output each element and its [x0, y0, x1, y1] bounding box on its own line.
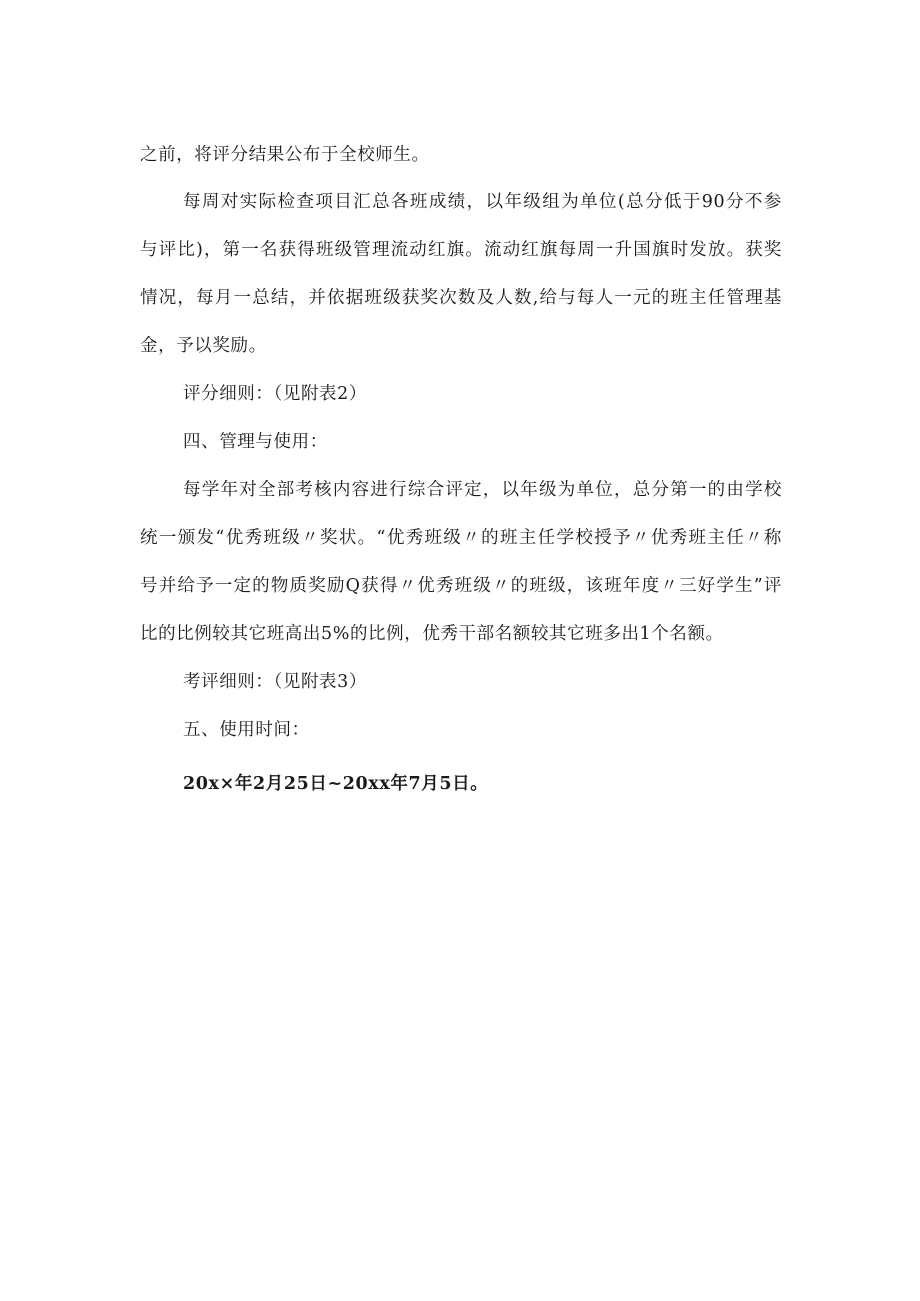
- section-heading: 五、使用时间：: [183, 720, 310, 740]
- paragraph-line: 考评细则：（见附表3）: [183, 672, 367, 692]
- section-heading: 四、管理与使用：: [183, 432, 328, 452]
- paragraph-line: 每周对实际检查项目汇总各班成绩，以年级组为单位(总分低于90分不参: [183, 192, 782, 212]
- paragraph-line: 号并给予一定的物质奖励Q获得〃优秀班级〃的班级，该班年度〃三好学生”评: [140, 576, 782, 596]
- paragraph-line: 评分细则：（见附表2）: [183, 384, 367, 404]
- paragraph-line: 每学年对全部考核内容进行综合评定，以年级为单位，总分第一的由学校: [183, 480, 782, 500]
- paragraph-line: 统一颁发“优秀班级〃奖状。“优秀班级〃的班主任学校授予〃优秀班主任〃称: [140, 528, 782, 548]
- paragraph-line: 情况，每月一总结，并依据班级获奖次数及人数,给与每人一元的班主任管理基: [140, 288, 782, 308]
- date-range: 20x×年2月25日~20xx年7月5日。: [183, 774, 489, 794]
- paragraph-line: 金，予以奖励。: [140, 336, 267, 356]
- paragraph-line: 比的比例较其它班高出5%的比例，优秀干部名额较其它班多出1个名额。: [140, 624, 724, 644]
- paragraph-line: 与评比)，第一名获得班级管理流动红旗。流动红旗每周一升国旗时发放。获奖: [140, 240, 782, 260]
- paragraph-line: 之前，将评分结果公布于全校师生。: [140, 145, 430, 165]
